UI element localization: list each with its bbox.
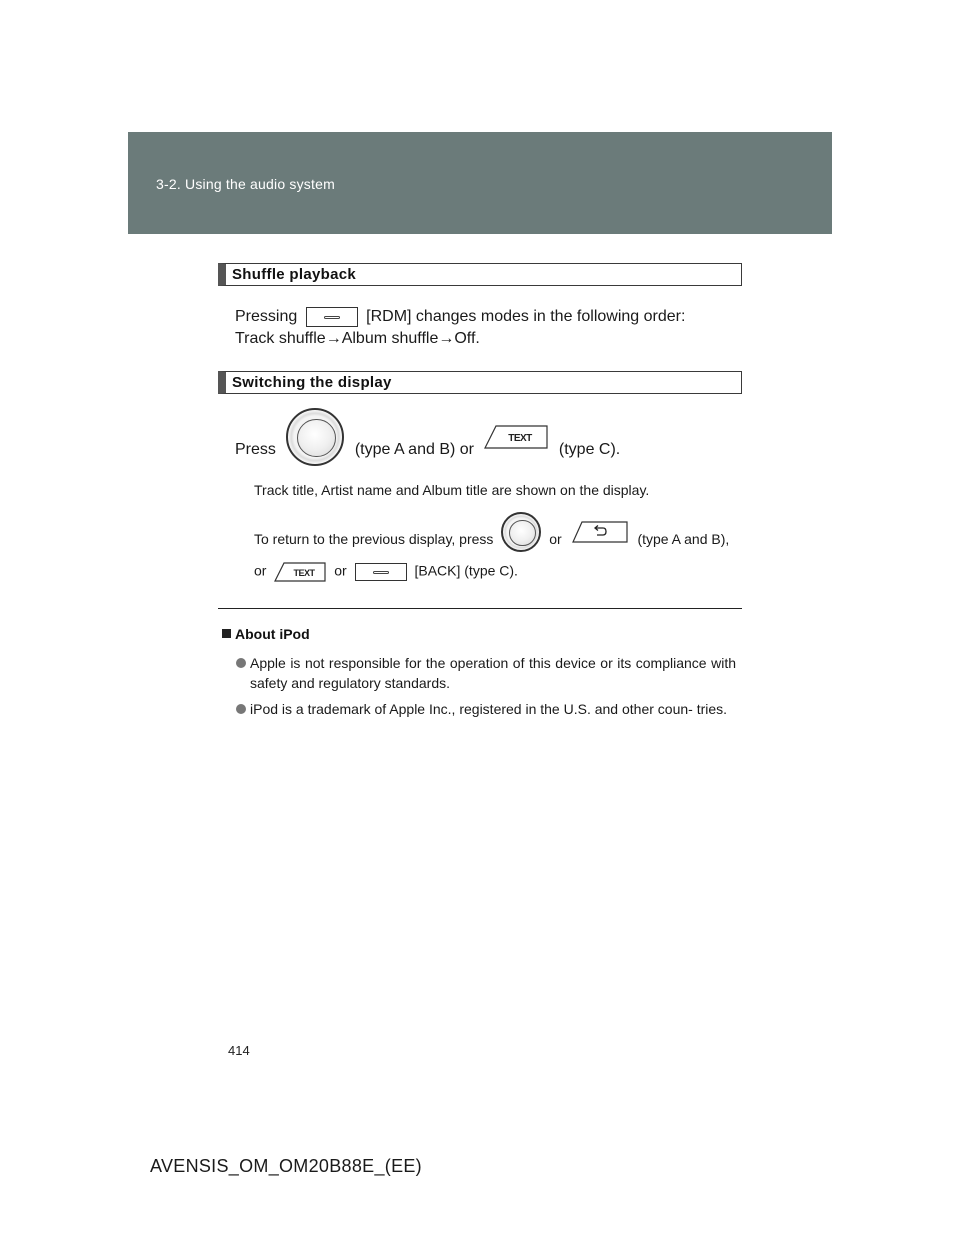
svg-text:TEXT: TEXT [508,433,533,444]
notes-title [222,626,310,642]
bullet-dot-icon [236,704,246,714]
note-item [236,699,736,719]
return-or-label: or [549,531,562,547]
display-type-c-label: (type C). [558,441,621,458]
shuffle-instruction-post: [RDM] changes modes in the following order: [366,308,686,326]
breadcrumb: 3-2. Using the audio system [156,176,335,192]
return-pre-label: To return to the previous display, press [254,531,494,547]
note-item-text: iPod is a trademark of Apple Inc., registered in the U.S. and other coun- tries. [250,701,728,717]
section-heading-shuffle-text: Shuffle playback [232,266,357,283]
tune-knob-small-icon [501,512,541,552]
square-bullet-icon [222,629,231,638]
notes-title-text: About iPod [235,626,310,642]
return-back-label: [BACK] (type C). [414,562,518,579]
shuffle-instruction-pre: Pressing [235,308,298,326]
rdm-button-icon [306,307,358,327]
back-rect-button-icon [355,563,407,581]
section-heading-display [218,371,742,394]
shuffle-order: Track shuffle→Album shuffle→Off. [235,330,480,347]
tune-knob-icon [286,408,344,466]
return-or2-label: or [254,562,267,579]
return-instruction-c [254,562,518,582]
display-info: Track title, Artist name and Album title are shown on the display. [254,482,650,498]
page-number: 414 [228,1043,250,1058]
header-band [128,132,832,234]
display-type-ab-label: (type A and B) or [354,441,474,458]
svg-text:TEXT: TEXT [293,568,315,578]
bullet-dot-icon [236,658,246,668]
section-heading-display-text: Switching the display [232,374,392,391]
text-button-small-icon [274,562,326,582]
section-heading-shuffle [218,263,742,286]
divider [218,608,742,609]
return-instruction [254,512,729,554]
text-button-icon [484,425,548,449]
note-item [236,653,736,693]
note-item-text: Apple is not responsible for the operation of this device or its compliance with safety and regulatory standards. [250,655,736,691]
back-arrow-button-icon [572,521,628,543]
shuffle-instruction [235,307,685,327]
return-or3-label: or [334,562,347,579]
footer-code: AVENSIS_OM_OM20B88E_(EE) [150,1156,422,1176]
display-press-label: Press [235,441,276,458]
display-instruction [235,408,620,470]
return-type-ab-label: (type A and B), [637,531,730,547]
